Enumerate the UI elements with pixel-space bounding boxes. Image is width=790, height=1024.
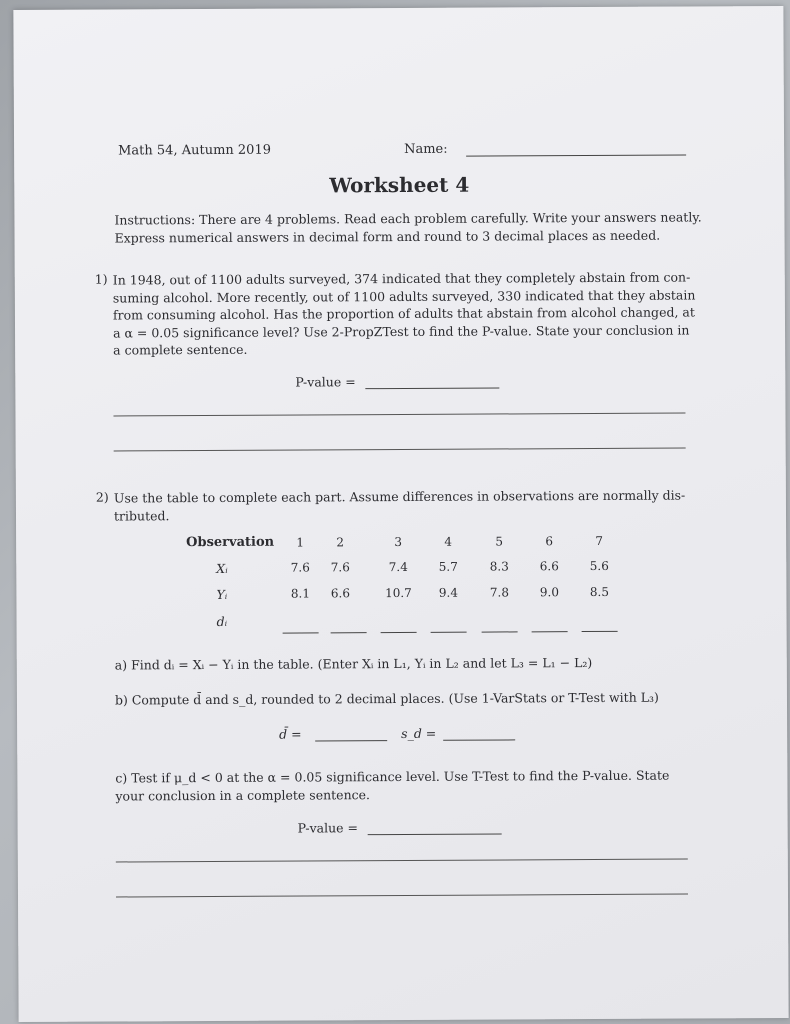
d-blank[interactable]: [582, 631, 618, 632]
problem-1-text: [113, 268, 696, 359]
d-blank[interactable]: [532, 631, 568, 632]
name-field-line[interactable]: [466, 155, 686, 157]
course-label: Math 54, Autumn 2019: [118, 142, 272, 159]
table-header-cell: 7: [595, 533, 603, 548]
dbar-label: d̄ =: [279, 726, 302, 742]
problem-1-line: a complete sentence.: [113, 341, 248, 358]
problem-1-line: In 1948, out of 1100 adults surveyed, 374 indicated that they completely abstain from con-: [112, 269, 691, 288]
table-cell-x: 6.6: [539, 559, 559, 574]
table-cell-y: 8.1: [290, 586, 310, 601]
part-c-text: [115, 767, 669, 805]
table-header-cell: 4: [444, 534, 452, 549]
problem-1-line: from consuming alcohol. Has the proportion of adults that abstain from alcohol changed, at: [112, 304, 695, 323]
table-header-cell: 1: [296, 535, 304, 550]
problem-1-answer-line-2[interactable]: [114, 448, 686, 452]
worksheet-page: [13, 6, 788, 1022]
d-blank[interactable]: [381, 632, 417, 633]
problem-1-line: suming alcohol. More recently, out of 1100 adults surveyed, 330 indicated that they abstain: [112, 286, 696, 306]
table-cell-x: 5.6: [589, 558, 609, 574]
table-cell-x: 7.6: [290, 560, 310, 575]
problem-2-number: 2): [95, 489, 109, 505]
d-blank[interactable]: [431, 632, 467, 633]
part-b-text: b) Compute d̄ and s_d, rounded to 2 decimal places. (Use 1-VarStats or T-Test with L₃): [114, 689, 659, 708]
problem-2-text: [114, 487, 686, 525]
instructions-line: Instructions: There are 4 problems. Read each problem carefully. Write your answers neatly.: [114, 209, 702, 228]
problem-1-answer-line-1[interactable]: [113, 413, 685, 417]
table-cell-y: 9.4: [438, 585, 458, 600]
instructions: [114, 208, 701, 246]
problem-2-line: tributed.: [113, 507, 170, 524]
table-cell-y: 7.8: [489, 585, 509, 600]
d-blank[interactable]: [331, 632, 367, 633]
problem-1-pvalue-blank[interactable]: [365, 387, 499, 389]
part-c-pvalue-blank[interactable]: [368, 833, 502, 835]
table-cell-y: 6.6: [330, 586, 350, 601]
part-c-pvalue-label: P-value =: [297, 820, 359, 836]
sd-label: s_d =: [401, 725, 437, 742]
table-cell-y: 9.0: [539, 585, 559, 600]
table-cell-x: 8.3: [489, 559, 509, 574]
problem-1-number: 1): [94, 271, 108, 287]
row-label-d: dᵢ: [216, 613, 228, 629]
part-c-line: your conclusion in a complete sentence.: [115, 786, 371, 803]
sd-blank[interactable]: [443, 739, 515, 740]
table-header-label: Observation: [186, 534, 275, 551]
problem-1-line: a α = 0.05 significance level? Use 2-PropZTest to find the P-value. State your conclusion in: [113, 321, 690, 341]
page-title: Worksheet 4: [329, 172, 470, 198]
table-cell-x: 7.4: [388, 559, 408, 575]
table-cell-y: 8.5: [589, 584, 609, 600]
table-cell-x: 5.7: [438, 559, 458, 574]
name-label: Name:: [404, 141, 448, 157]
part-c-answer-line-2[interactable]: [116, 894, 688, 898]
part-a-text: a) Find dᵢ = Xᵢ − Yᵢ in the table. (Enter Xᵢ in L₁, Yᵢ in L₂ and let L₃ = L₁ − L₂): [114, 655, 593, 673]
table-header-cell: 2: [336, 535, 344, 550]
d-blank[interactable]: [482, 631, 518, 632]
problem-2-line: Use the table to complete each part. Assume differences in observations are normally dis-: [113, 487, 686, 506]
part-c-answer-line-1[interactable]: [116, 859, 688, 863]
table-header-cell: 3: [394, 534, 402, 550]
part-c-line: c) Test if μ_d < 0 at the α = 0.05 significance level. Use T-Test to find the P-value. State: [115, 767, 670, 786]
table-header-cell: 5: [495, 534, 503, 549]
table-cell-x: 7.6: [330, 560, 350, 575]
table-cell-y: 10.7: [385, 585, 412, 601]
row-label-x: Xᵢ: [216, 560, 228, 576]
table-header-cell: 6: [545, 534, 553, 549]
row-label-y: Yᵢ: [216, 586, 228, 602]
dbar-blank[interactable]: [315, 740, 387, 741]
problem-1-pvalue-label: P-value =: [295, 374, 356, 390]
d-blank[interactable]: [283, 632, 319, 633]
instructions-line: Express numerical answers in decimal form and round to 3 decimal places as needed.: [114, 227, 661, 245]
